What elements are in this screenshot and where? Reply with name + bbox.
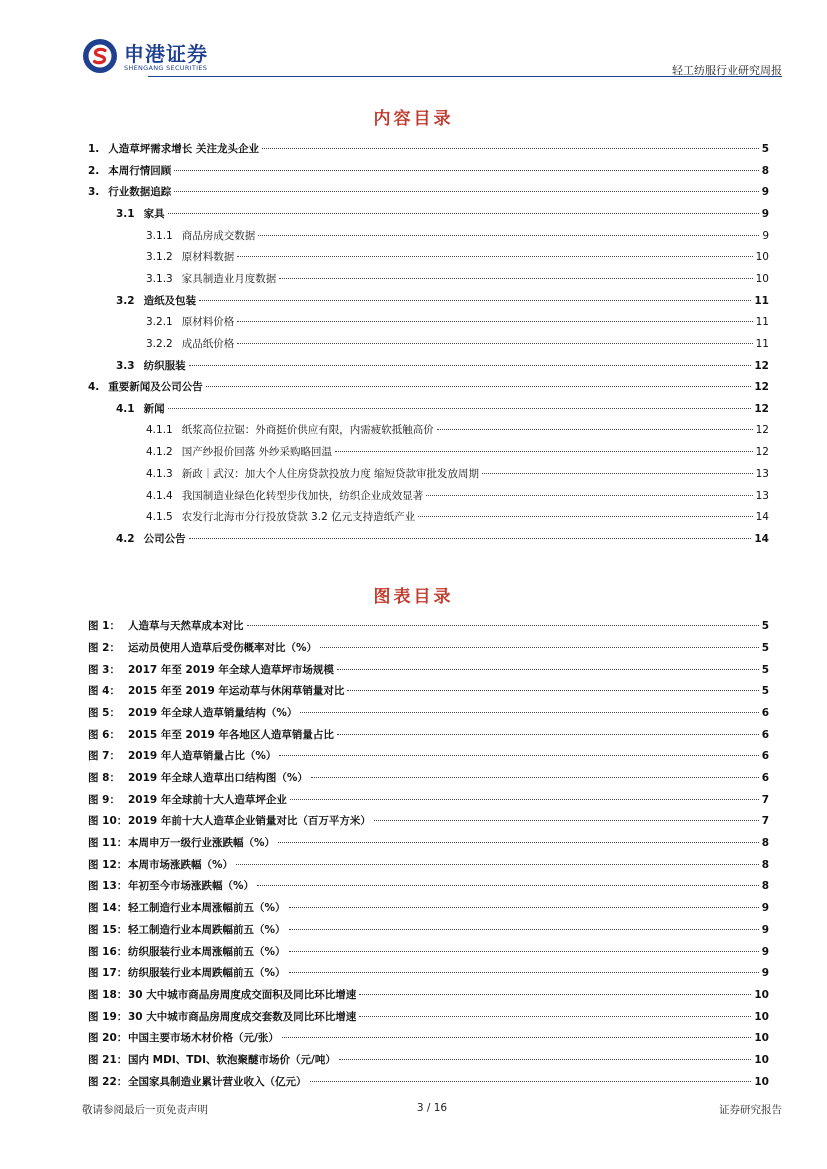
toc-entry-label: 纸浆高位拉锯：外商挺价供应有限，内需疲软抵触高价	[181, 424, 434, 436]
toc-leader-dots	[247, 625, 759, 626]
figure-entry-label: 本周申万一级行业涨跌幅（%）	[128, 837, 276, 849]
toc-entry[interactable]	[116, 293, 769, 309]
toc-leader-dots	[289, 907, 759, 908]
figure-entry-label: 轻工制造行业本周跌幅前五（%）	[128, 924, 286, 936]
figure-entry-label: 2017 年至 2019 年全球人造草坪市场规模	[128, 664, 334, 676]
toc-leader-dots	[310, 1081, 752, 1082]
toc-entry-page: 12	[755, 446, 769, 458]
toc-leader-dots	[282, 1037, 752, 1038]
toc-entry[interactable]	[146, 488, 769, 504]
toc-entry-number: 3.1.1	[146, 230, 173, 242]
figure-entry-label: 30 大中城市商品房周度成交面积及同比环比增速	[128, 989, 357, 1001]
toc-entry[interactable]	[116, 531, 769, 547]
toc-leader-dots	[337, 669, 759, 670]
figure-entry-page: 7	[761, 815, 769, 827]
toc-entry-number: 2.	[88, 165, 100, 177]
figure-entry-number: 图 20：	[88, 1032, 128, 1044]
figure-entry-label: 运动员使用人造草后受伤概率对比（%）	[128, 642, 318, 654]
footer-page-number: 3 / 16	[416, 1102, 448, 1114]
toc-entry-number: 3.2	[116, 295, 135, 307]
figure-entry-number: 图 17：	[88, 967, 128, 979]
figure-entry-number: 图 9：	[88, 794, 120, 806]
figure-entry-page: 6	[761, 772, 769, 784]
toc-entry[interactable]	[146, 249, 769, 265]
toc-leader-dots	[174, 170, 758, 171]
toc-leader-dots	[206, 386, 752, 387]
toc-leader-dots	[257, 885, 759, 886]
company-name-en: SHENGANG SECURITIES	[124, 64, 208, 72]
toc-entry-page: 13	[755, 468, 769, 480]
figure-entry-page: 9	[761, 902, 769, 914]
figure-entry-page: 5	[761, 664, 769, 676]
figure-entry[interactable]	[88, 878, 769, 894]
figure-entry[interactable]	[88, 965, 769, 981]
toc-entry[interactable]	[88, 184, 769, 200]
toc-entry[interactable]	[146, 509, 769, 525]
toc-entry[interactable]	[146, 228, 769, 244]
figure-entry[interactable]	[88, 922, 769, 938]
figure-entry-number: 图 15：	[88, 924, 128, 936]
toc-entry-number: 3.2.2	[146, 338, 173, 350]
toc-leader-dots	[339, 1059, 752, 1060]
toc-entry-page: 12	[754, 381, 769, 393]
toc-entry[interactable]	[88, 379, 769, 395]
toc-entry[interactable]	[116, 358, 769, 374]
figure-entry-page: 10	[754, 1054, 769, 1066]
figure-entry-page: 10	[754, 1011, 769, 1023]
toc-leader-dots	[168, 408, 752, 409]
figure-entry-number: 图 19：	[88, 1011, 128, 1023]
toc-leader-dots	[237, 343, 752, 344]
figure-entry-page: 8	[761, 859, 769, 871]
toc-entry-label: 公司公告	[143, 533, 186, 545]
figure-entry[interactable]	[88, 944, 769, 960]
figure-entry-page: 10	[754, 1076, 769, 1088]
toc-leader-dots	[258, 235, 759, 236]
toc-leader-dots	[337, 734, 759, 735]
figure-entry[interactable]	[88, 900, 769, 916]
toc-entry-number: 4.1.2	[146, 446, 173, 458]
toc-entry-label: 国产纱报价回落 外纱采购略回温	[181, 446, 333, 458]
toc-leader-dots	[236, 864, 759, 865]
figure-entry[interactable]	[88, 835, 769, 851]
toc-entry-page: 12	[755, 424, 769, 436]
toc-entry[interactable]	[146, 314, 769, 330]
toc-entry[interactable]	[116, 401, 769, 417]
figure-entry-number: 图 5：	[88, 707, 120, 719]
figure-entry[interactable]	[88, 857, 769, 873]
figure-entry[interactable]	[88, 662, 769, 678]
toc-entry-label: 重要新闻及公司公告	[108, 381, 203, 393]
figures-toc-title: 图表目录	[373, 587, 454, 607]
figure-entry-page: 6	[761, 707, 769, 719]
toc-title: 内容目录	[373, 109, 454, 129]
figure-entry-label: 2015 年至 2019 年运动草与休闲草销量对比	[128, 685, 345, 697]
figure-entry-label: 年初至今市场涨跌幅（%）	[128, 880, 255, 892]
toc-leader-dots	[289, 972, 759, 973]
figure-entry-label: 人造草与天然草成本对比	[128, 620, 244, 632]
toc-entry-page: 10	[755, 251, 769, 263]
toc-leader-dots	[418, 516, 753, 517]
toc-leader-dots	[359, 1016, 751, 1017]
figure-entry-number: 图 4：	[88, 685, 120, 697]
figure-entry-page: 10	[754, 989, 769, 1001]
footer-disclaimer: 敬请参阅最后一页免责声明	[82, 1104, 208, 1116]
toc-entry-number: 4.2	[116, 533, 135, 545]
figure-entry[interactable]	[88, 640, 769, 656]
figure-entry[interactable]	[88, 987, 769, 1003]
footer-report-type: 证券研究报告	[719, 1104, 782, 1116]
figure-entry-number: 图 21：	[88, 1054, 128, 1066]
figure-entry-page: 9	[761, 946, 769, 958]
toc-entry-label: 商品房成交数据	[181, 230, 256, 242]
toc-entry-page: 10	[755, 273, 769, 285]
company-name-cn: 申港证券	[124, 42, 208, 66]
figure-entry-number: 图 10：	[88, 815, 128, 827]
figure-entry-page: 5	[761, 642, 769, 654]
figure-entry-page: 6	[761, 750, 769, 762]
toc-entry-number: 4.1.1	[146, 424, 173, 436]
page-header	[82, 36, 782, 78]
figure-entry-number: 图 8：	[88, 772, 120, 784]
toc-leader-dots	[189, 365, 752, 366]
toc-entry-number: 4.	[88, 381, 100, 393]
company-logo-icon	[82, 38, 118, 74]
figure-entry-page: 8	[761, 880, 769, 892]
toc-entry-page: 9	[761, 208, 769, 220]
toc-entry[interactable]	[146, 466, 769, 482]
figure-entry-label: 国内 MDI、TDI、软泡聚醚市场价（元/吨）	[128, 1054, 336, 1066]
toc-leader-dots	[278, 842, 759, 843]
toc-leader-dots	[189, 538, 752, 539]
figure-entry-label: 2019 年前十大人造草企业销量对比（百万平方米）	[128, 815, 371, 827]
toc-entry-number: 3.2.1	[146, 316, 173, 328]
figure-entry[interactable]	[88, 618, 769, 634]
toc-entry-number: 3.3	[116, 360, 135, 372]
figure-entry[interactable]	[88, 1074, 769, 1090]
figure-entry-label: 2019 年全球人造草出口结构图（%）	[128, 772, 308, 784]
figure-entry-number: 图 13：	[88, 880, 128, 892]
toc-entry[interactable]	[116, 206, 769, 222]
figure-entry[interactable]	[88, 705, 769, 721]
toc-entry-number: 4.1	[116, 403, 135, 415]
toc-leader-dots	[347, 690, 758, 691]
figure-entry-page: 9	[761, 967, 769, 979]
figure-entry-page: 5	[761, 685, 769, 697]
toc-entry-page: 14	[755, 511, 769, 523]
toc-entry-page: 13	[755, 490, 769, 502]
toc-entry-page: 12	[754, 360, 769, 372]
figure-entry-label: 全国家具制造业累计营业收入（亿元）	[128, 1076, 307, 1088]
toc-leader-dots	[262, 148, 759, 149]
figure-entry-number: 图 18：	[88, 989, 128, 1001]
toc-leader-dots	[320, 647, 759, 648]
toc-entry-number: 3.1	[116, 208, 135, 220]
figure-entry-number: 图 1：	[88, 620, 120, 632]
toc-entry-page: 12	[754, 403, 769, 415]
toc-entry-number: 4.1.5	[146, 511, 173, 523]
toc-leader-dots	[335, 451, 753, 452]
toc-leader-dots	[482, 473, 753, 474]
figure-entry-page: 9	[761, 924, 769, 936]
toc-leader-dots	[199, 300, 751, 301]
toc-entry-label: 成品纸价格	[181, 338, 235, 350]
figure-entry[interactable]	[88, 792, 769, 808]
toc-leader-dots	[168, 213, 759, 214]
figure-entry-label: 本周市场涨跌幅（%）	[128, 859, 234, 871]
toc-entry-number: 3.1.3	[146, 273, 173, 285]
toc-leader-dots	[300, 712, 758, 713]
toc-entry-number: 3.1.2	[146, 251, 173, 263]
figure-entry-label: 2015 年至 2019 年各地区人造草销量占比	[128, 729, 334, 741]
toc-leader-dots	[359, 994, 751, 995]
toc-leader-dots	[289, 951, 759, 952]
toc-entry-label: 原材料价格	[181, 316, 235, 328]
toc-entry-label: 行业数据追踪	[108, 186, 172, 198]
toc-entry[interactable]	[146, 422, 769, 438]
toc-leader-dots	[437, 429, 753, 430]
report-title: 轻工纺服行业研究周报	[672, 64, 782, 77]
toc-entry-number: 3.	[88, 186, 100, 198]
toc-entry-page: 11	[754, 295, 769, 307]
toc-entry[interactable]	[88, 141, 769, 157]
toc-entry-label: 农发行北海市分行投放贷款 3.2 亿元支持造纸产业	[181, 511, 416, 523]
figure-entry-number: 图 16：	[88, 946, 128, 958]
figure-entry[interactable]	[88, 683, 769, 699]
figure-entry-number: 图 11：	[88, 837, 128, 849]
toc-entry[interactable]	[146, 271, 769, 287]
toc-entry-label: 家具制造业月度数据	[181, 273, 277, 285]
toc-entry-number: 1.	[88, 143, 100, 155]
toc-entry-page: 5	[761, 143, 769, 155]
toc-entry-page: 11	[755, 338, 769, 350]
figure-entry-label: 纺织服装行业本周跌幅前五（%）	[128, 967, 286, 979]
toc-entry-label: 我国制造业绿色化转型步伐加快，纺织企业成效显著	[181, 490, 424, 502]
toc-leader-dots	[289, 929, 759, 930]
toc-leader-dots	[279, 755, 758, 756]
figure-entry-page: 6	[761, 729, 769, 741]
header-divider	[148, 76, 782, 77]
figure-entry[interactable]	[88, 1052, 769, 1068]
toc-entry-page: 9	[761, 186, 769, 198]
figure-entry-label: 轻工制造行业本周涨幅前五（%）	[128, 902, 286, 914]
figure-entry-label: 2019 年全球前十大人造草坪企业	[128, 794, 287, 806]
toc-entry-label: 本周行情回顾	[108, 165, 172, 177]
toc-leader-dots	[237, 321, 752, 322]
toc-leader-dots	[174, 191, 758, 192]
toc-entry-label: 家具	[143, 208, 165, 220]
figure-entry-page: 10	[754, 1032, 769, 1044]
figure-entry[interactable]	[88, 813, 769, 829]
figure-entry-number: 图 14：	[88, 902, 128, 914]
toc-entry-page: 9	[762, 230, 769, 242]
toc-entry-page: 14	[754, 533, 769, 545]
figure-entry-number: 图 12：	[88, 859, 128, 871]
figure-entry[interactable]	[88, 748, 769, 764]
figure-entry-number: 图 7：	[88, 750, 120, 762]
figure-entry[interactable]	[88, 1009, 769, 1025]
figure-entry-number: 图 22：	[88, 1076, 128, 1088]
toc-entry[interactable]	[146, 336, 769, 352]
toc-entry-number: 4.1.4	[146, 490, 173, 502]
toc-entry-label: 人造草坪需求增长 关注龙头企业	[108, 143, 259, 155]
figure-entry-label: 中国主要市场木材价格（元/张）	[128, 1032, 279, 1044]
toc-leader-dots	[290, 799, 759, 800]
figure-entry-number: 图 6：	[88, 729, 120, 741]
figure-entry-label: 2019 年人造草销量占比（%）	[128, 750, 277, 762]
toc-leader-dots	[426, 495, 752, 496]
toc-leader-dots	[279, 278, 752, 279]
figure-entry-label: 30 大中城市商品房周度成交套数及同比环比增速	[128, 1011, 357, 1023]
figure-entry-page: 8	[761, 837, 769, 849]
figure-entry-page: 7	[761, 794, 769, 806]
toc-leader-dots	[374, 820, 759, 821]
toc-leader-dots	[237, 256, 752, 257]
toc-entry-page: 11	[755, 316, 769, 328]
toc-entry-label: 新闻	[143, 403, 165, 415]
toc-entry-label: 新政｜武汉：加大个人住房贷款投放力度 缩短贷款审批发放周期	[181, 468, 480, 480]
toc-entry-label: 纺织服装	[143, 360, 186, 372]
figure-entry-number: 图 2：	[88, 642, 120, 654]
figure-entry[interactable]	[88, 1030, 769, 1046]
toc-entry[interactable]	[146, 444, 769, 460]
figure-entry-label: 纺织服装行业本周涨幅前五（%）	[128, 946, 286, 958]
figure-entry[interactable]	[88, 727, 769, 743]
figure-entry-label: 2019 年全球人造草销量结构（%）	[128, 707, 298, 719]
figure-entry[interactable]	[88, 770, 769, 786]
toc-leader-dots	[311, 777, 759, 778]
figure-entry-number: 图 3：	[88, 664, 120, 676]
toc-entry[interactable]	[88, 163, 769, 179]
toc-entry-label: 原材料数据	[181, 251, 235, 263]
toc-entry-label: 造纸及包装	[143, 295, 197, 307]
figure-entry-page: 5	[761, 620, 769, 632]
toc-entry-page: 8	[761, 165, 769, 177]
toc-entry-number: 4.1.3	[146, 468, 173, 480]
